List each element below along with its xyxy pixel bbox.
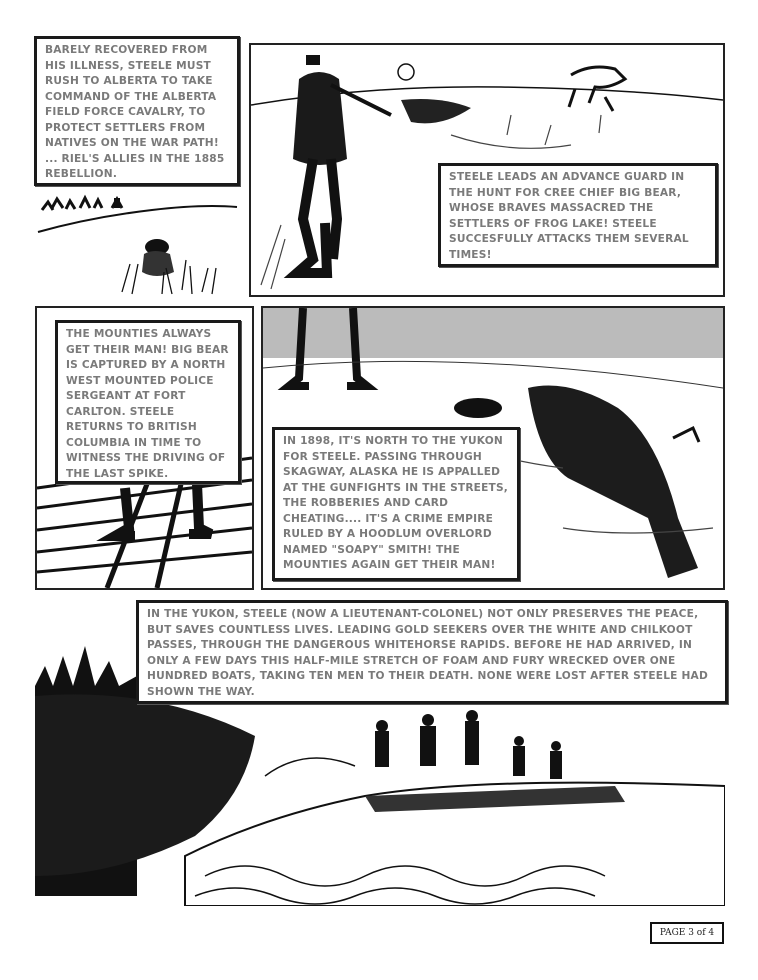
page-number-label: PAGE 3 of 4 xyxy=(650,922,724,944)
panel-3 xyxy=(35,306,254,590)
caption-box: IN THE YUKON, STEELE (NOW A LIEUTENANT-COLONEL) NOT ONLY PRESERVES THE PEACE, BUT SAVES COUNTLESS LIVES. LEADING GOLD SEEKERS OVER THE WHITE AND CHILKOOT PASSES, THROUGH THE DANGEROUS WHITEHORSE RAPIDS. BEFORE HE HAD ARRIVED, IN ONLY A FEW DAYS THIS HALF-MILE STRETCH OF FOAM AND FURY WRECKED OVER ONE HUNDRED BOATS, TAKING TEN MEN TO THEIR DEATH. NONE WERE LOST AFTER STEELE HAD SHOWN THE WAY. xyxy=(136,600,728,704)
caption-box: BARELY RECOVERED FROM HIS ILLNESS, STEELE MUST RUSH TO ALBERTA TO TAKE COMMAND OF THE ALBERTA FIELD FORCE CAVALRY, TO PROTECT SETTLERS FROM NATIVES ON THE WAR PATH! ... RIEL'S ALLIES IN THE 1885 REBELLION. xyxy=(34,36,240,186)
panel-4 xyxy=(261,306,725,590)
caption-box: THE MOUNTIES ALWAYS GET THEIR MAN! BIG BEAR IS CAPTURED BY A NORTH WEST MOUNTED POLICE SERGEANT AT FORT CARLTON. STEELE RETURNS TO BRITISH COLUMBIA IN TIME TO WITNESS THE DRIVING OF THE LAST SPIKE. xyxy=(55,320,241,484)
panel-1 xyxy=(32,32,244,300)
panel-2 xyxy=(249,43,725,297)
caption-box: IN 1898, IT'S NORTH TO THE YUKON FOR STEELE. PASSING THROUGH SKAGWAY, ALASKA HE IS APPALLED AT THE GUNFIGHTS IN THE STREETS, THE ROBBERIES AND CARD CHEATING.... IT'S A CRIME EMPIRE RULED BY A HOODLUM OVERLORD NAMED "SOAPY" SMITH! THE MOUNTIES AGAIN GET THEIR MAN! xyxy=(272,427,520,581)
panel-5 xyxy=(35,596,725,906)
caption-box: STEELE LEADS AN ADVANCE GUARD IN THE HUNT FOR CREE CHIEF BIG BEAR, WHOSE BRAVES MASSACRED THE SETTLERS OF FROG LAKE! STEELE SUCCESFULLY ATTACKS THEM SEVERAL TIMES! xyxy=(438,163,718,267)
